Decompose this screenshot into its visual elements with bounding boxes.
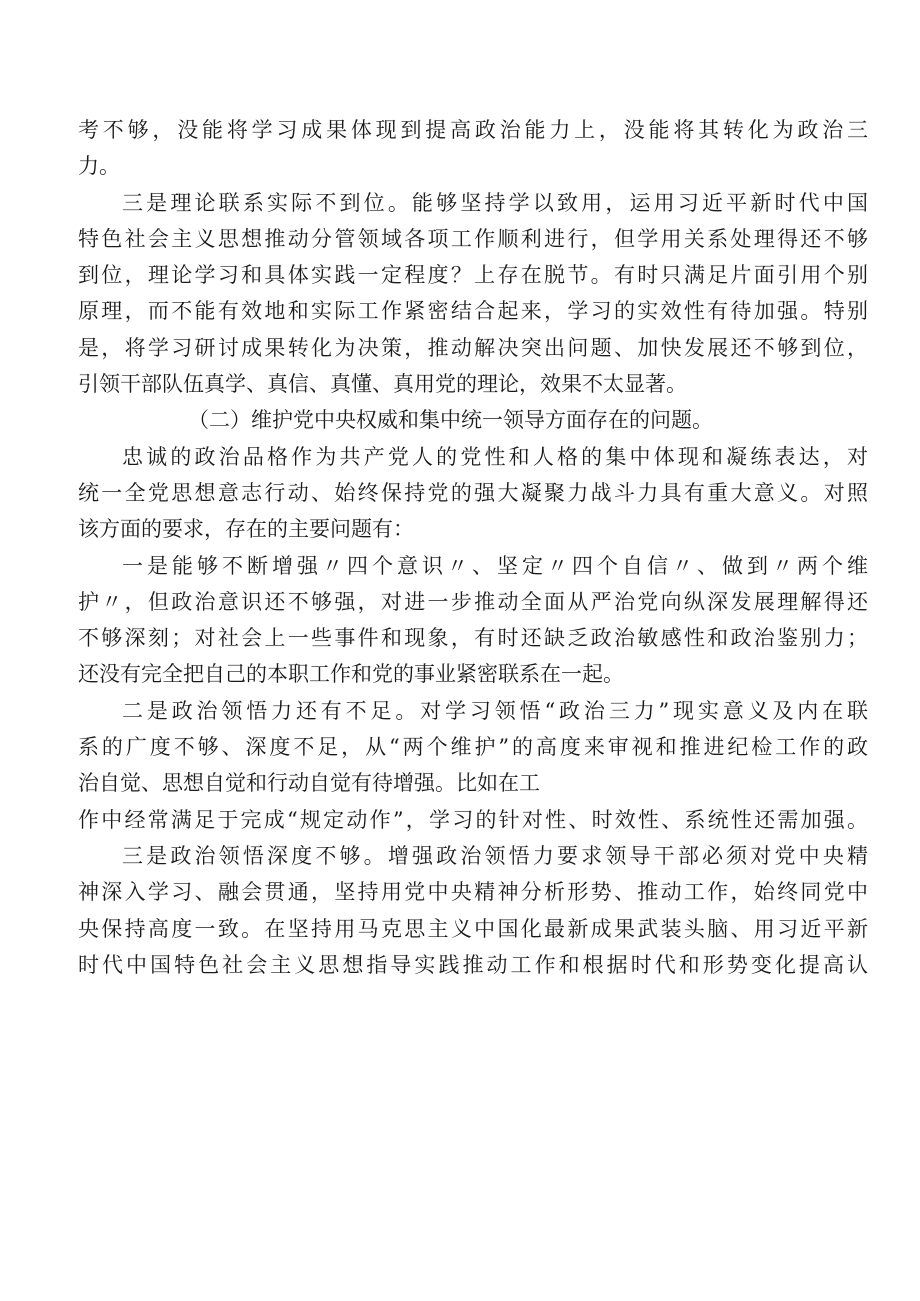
text-line: 原理，而不能有效地和实际工作紧密结合起来，学习的实效性有待加强。特别 bbox=[78, 299, 868, 324]
text-line: 治自觉、思想自觉和行动自觉有待增强。比如在工 bbox=[78, 771, 540, 796]
text-line: 还没有完全把自己的本职工作和党的事业紧密联系在一起。 bbox=[78, 662, 624, 687]
text-line: 统一全党思想意志行动、始终保持党的强大凝聚力战斗力具有重大意义。对照 bbox=[78, 480, 868, 505]
paragraph-start-line: 忠诚的政治品格作为共产党人的党性和人格的集中体现和凝练表达，对 bbox=[122, 444, 868, 469]
paragraph-start-line: 三是理论联系实际不到位。能够坚持学以致用，运用习近平新时代中国 bbox=[122, 190, 868, 215]
text-line: 特色社会主义思想推动分管领域各项工作顺利进行，但学用关系处理得还不够 bbox=[78, 226, 868, 251]
document-body bbox=[78, 112, 868, 983]
text-line: 考不够，没能将学习成果体现到提高政治能力上，没能将其转化为政治三 bbox=[78, 118, 868, 142]
text-line: 央保持高度一致。在坚持用马克思主义中国化最新成果武装头脑、用习近平新 bbox=[78, 916, 868, 941]
paragraph-start-line: 三是政治领悟深度不够。增强政治领悟力要求领导干部必须对党中央精 bbox=[122, 843, 868, 868]
paragraph-start-line: 一是能够不断增强〃四个意识〃、坚定〃四个自信〃、做到〃两个维 bbox=[122, 553, 868, 578]
section-heading: （二）维护党中央权威和集中统一领导方面存在的问题。 bbox=[188, 408, 713, 433]
text-line: 引领干部队伍真学、真信、真懂、真用党的理论，效果不太显著。 bbox=[78, 372, 687, 397]
text-line: 神深入学习、融会贯通，坚持用党中央精神分析形势、推动工作，始终同党中 bbox=[78, 880, 868, 905]
text-line: 系的广度不够、深度不足，从“两个维护”的高度来审视和推进纪检工作的政 bbox=[78, 735, 868, 760]
paragraph-start-line: 二是政治领悟力还有不足。对学习领悟“政治三力”现实意义及内在联 bbox=[122, 698, 868, 723]
text-line: 不够深刻；对社会上一些事件和现象，有时还缺乏政治敏感性和政治鉴别力； bbox=[78, 626, 868, 651]
text-line: 该方面的要求，存在的主要问题有： bbox=[78, 517, 414, 542]
text-line: 时代中国特色社会主义思想指导实践推动工作和根据时代和形势变化提高认 bbox=[78, 952, 868, 977]
text-line: 是，将学习研讨成果转化为决策，推动解决突出问题、加快发展还不够到位， bbox=[78, 335, 868, 360]
text-line: 力。 bbox=[78, 154, 120, 179]
text-line: 到位，理论学习和具体实践一定程度？上存在脱节。有时只满足片面引用个别 bbox=[78, 263, 868, 288]
text-line: 护〃，但政治意识还不够强，对进一步推动全面从严治党向纵深发展理解得还 bbox=[78, 589, 868, 614]
text-line: 作中经常满足于完成“规定动作”，学习的针对性、时效性、系统性还需加强。 bbox=[78, 807, 868, 832]
